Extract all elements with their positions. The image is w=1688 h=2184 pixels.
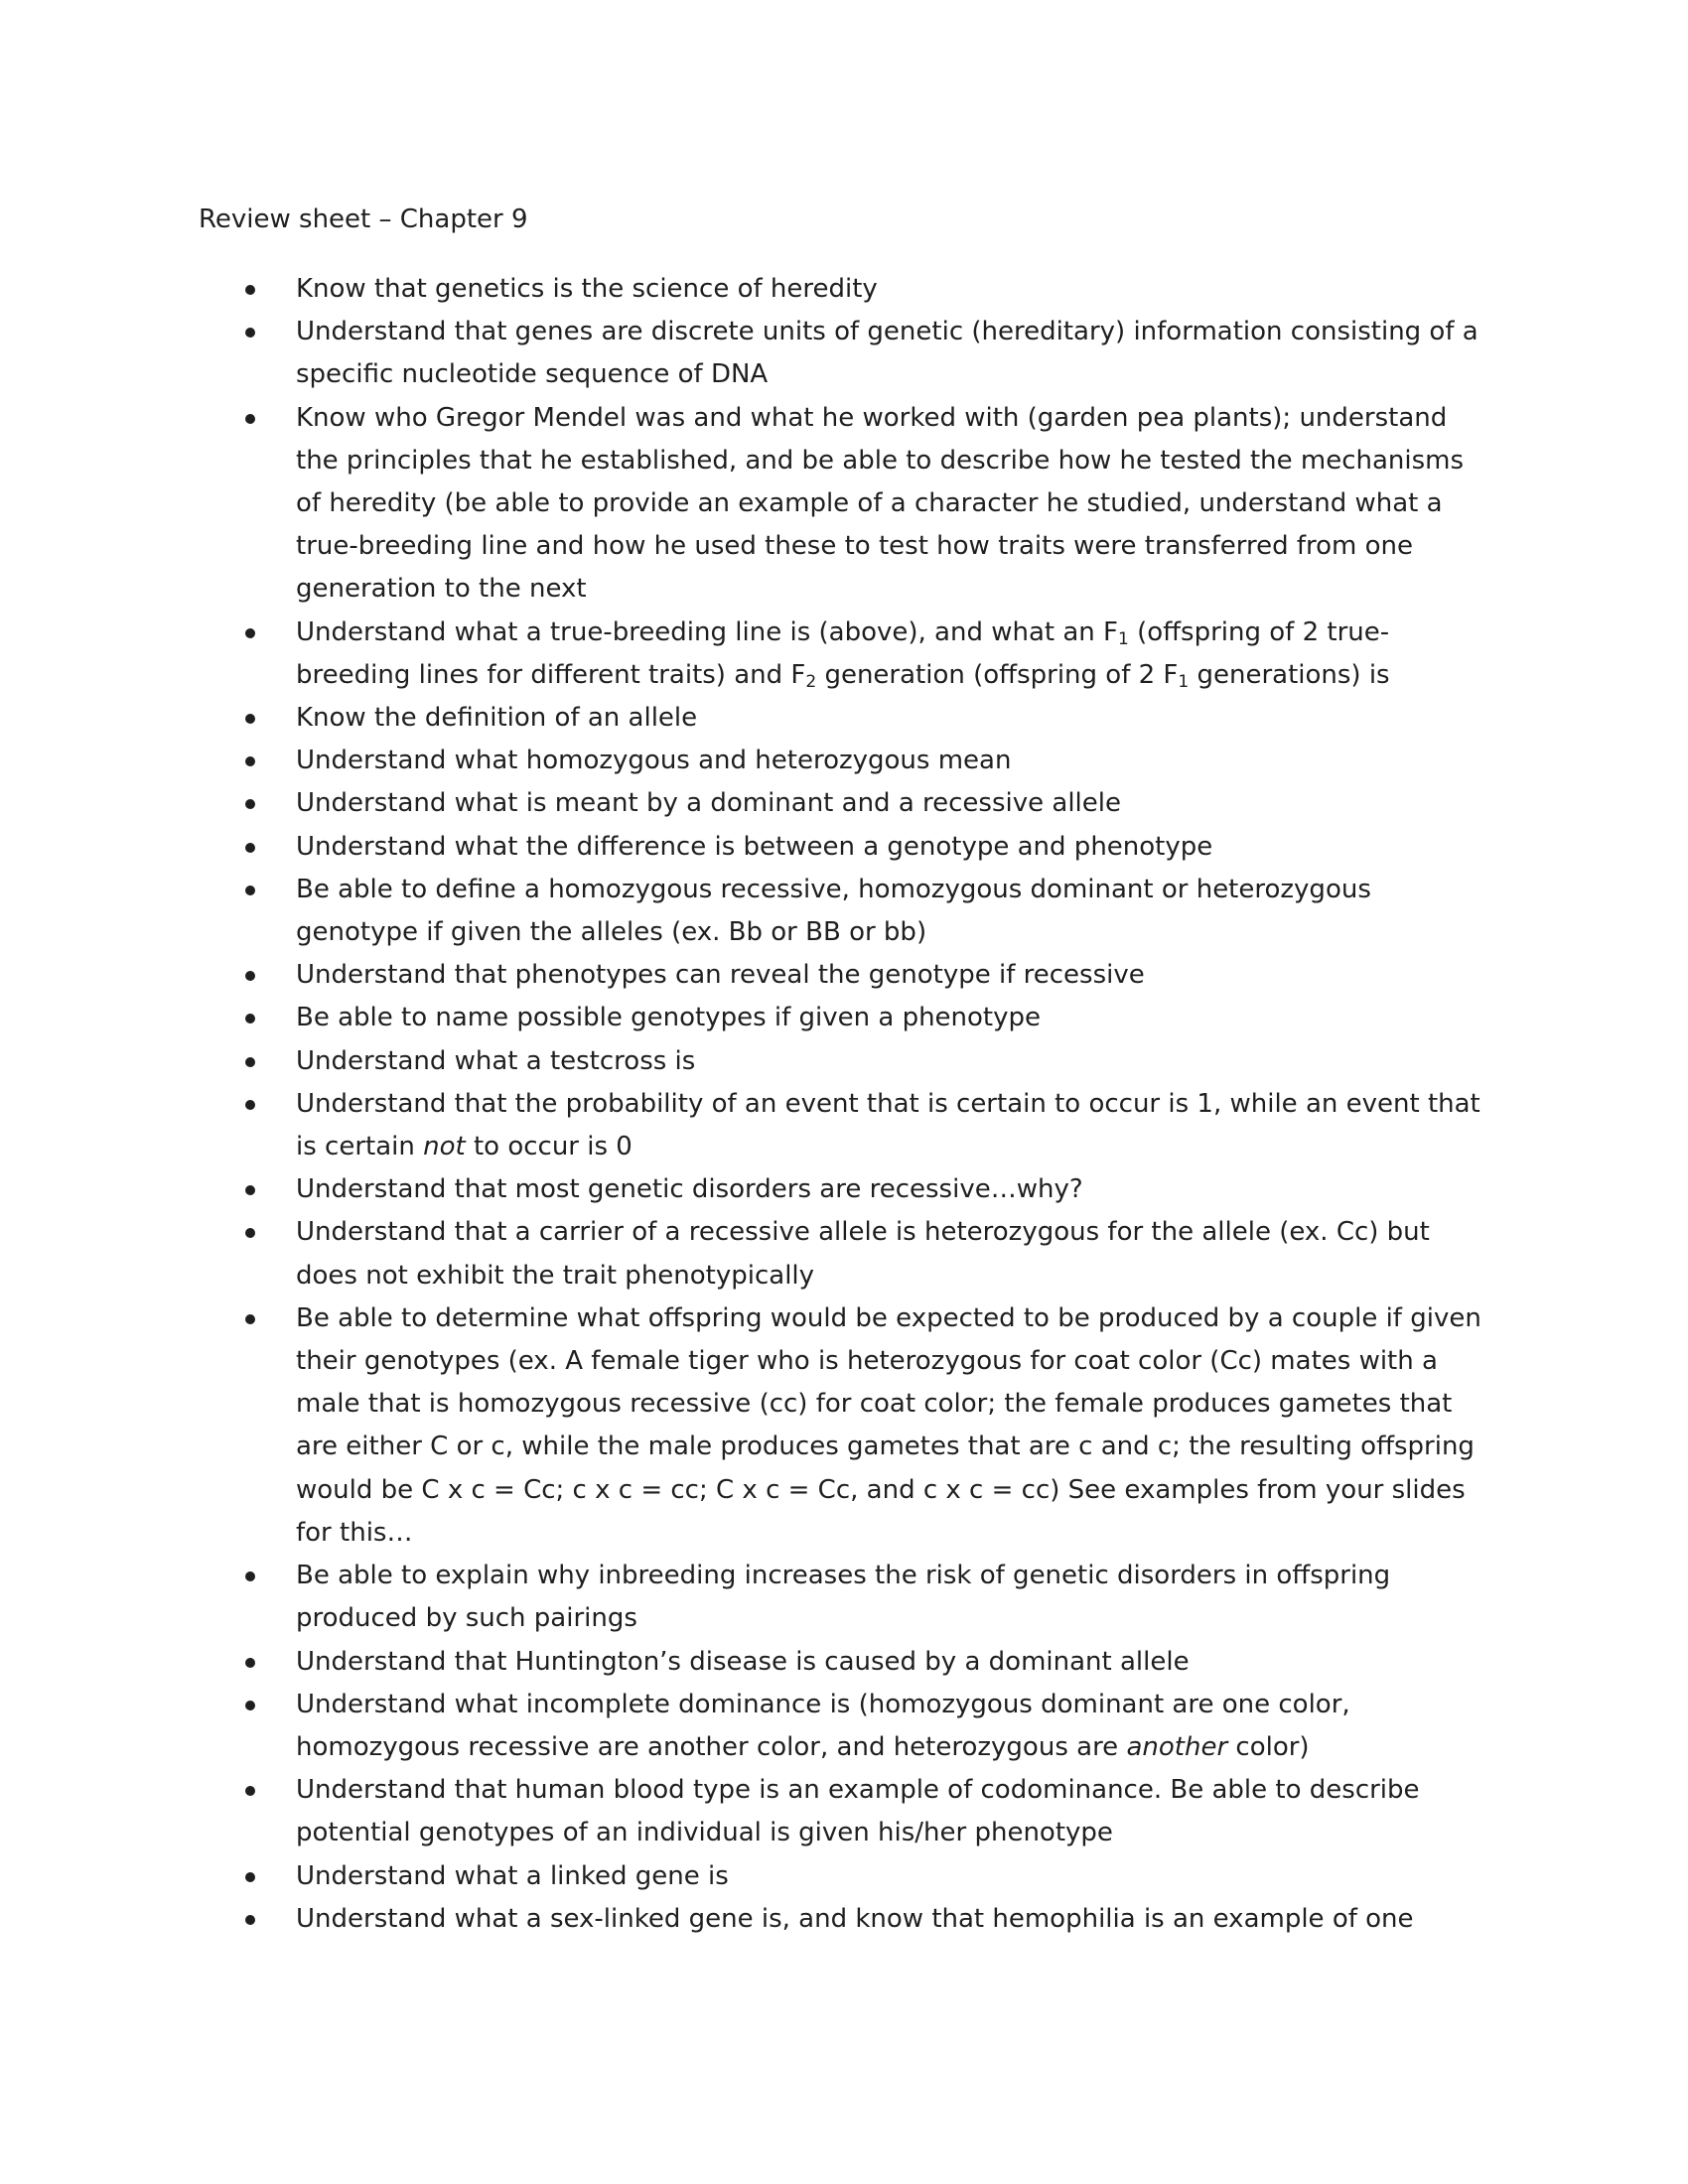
bullet-dot-icon <box>245 843 255 853</box>
text-segment: Understand what a sex-linked gene is, and know that hemophilia is an example of one <box>296 1903 1414 1934</box>
text-segment: Understand what a true-breeding line is (above), and what an F <box>296 616 1118 647</box>
list-item <box>245 1297 1496 1555</box>
list-item <box>245 1555 1496 1640</box>
list-item <box>245 1855 1496 1898</box>
text-segment: Understand what a linked gene is <box>296 1860 729 1891</box>
text-segment: Know who Gregor Mendel was and what he worked with (garden pea plants); understand the principles that he established, and be able to describe how he tested the mechanisms of heredity (be able to provide an example of a character he studied, understand what a true-breeding line and how he used these to test how traits were transferred from one generation to the next <box>296 402 1465 605</box>
list-item <box>245 954 1496 997</box>
text-segment: Understand what homozygous and heterozygous mean <box>296 746 1012 776</box>
bullet-dot-icon <box>245 628 255 638</box>
bullet-dot-icon <box>245 328 255 338</box>
list-item <box>245 697 1496 740</box>
bullet-dot-icon <box>245 799 255 809</box>
bullet-dot-icon <box>245 1014 255 1024</box>
subscript-text: 1 <box>1118 628 1129 649</box>
bullet-dot-icon <box>245 756 255 766</box>
text-segment: generations) is <box>1189 659 1390 690</box>
list-item-text <box>296 1690 1350 1762</box>
list-item-text <box>296 788 1121 818</box>
list-item-text <box>296 1904 1414 1934</box>
list-item-text <box>296 1561 1390 1633</box>
list-item <box>245 869 1496 954</box>
list-item <box>245 612 1496 697</box>
list-item <box>245 1898 1496 1941</box>
text-segment: Understand that the probability of an event that is certain to occur is 1, while an event that is certain <box>296 1088 1480 1162</box>
text-segment: Know that genetics is the science of heredity <box>296 274 878 304</box>
list-item <box>245 311 1496 396</box>
list-item-text <box>296 1174 1083 1204</box>
list-item-text <box>296 1861 729 1891</box>
list-item-text <box>296 960 1145 990</box>
text-segment: Understand that phenotypes can reveal the genotype if recessive <box>296 960 1145 991</box>
text-segment: to occur is 0 <box>465 1132 633 1162</box>
text-segment: Understand that genes are discrete units of genetic (hereditary) information consisting of a specific nucleotide sequence of DNA <box>296 317 1478 390</box>
bullet-dot-icon <box>245 1314 255 1324</box>
list-item-text <box>296 1089 1480 1161</box>
list-item-text <box>296 274 878 304</box>
list-item-text <box>296 832 1212 862</box>
subscript-text: 2 <box>805 671 817 692</box>
text-segment: Understand what incomplete dominance is (homozygous dominant are one color, homozygous recessive are another color, and heterozygous are <box>296 1689 1350 1762</box>
bullet-dot-icon <box>245 1057 255 1067</box>
text-segment: Be able to explain why inbreeding increases the risk of genetic disorders in offspring produced by such pairings <box>296 1561 1391 1634</box>
list-item-text <box>296 875 1371 947</box>
list-item <box>245 1168 1496 1211</box>
emphasis-text: not <box>423 1132 466 1162</box>
bullet-dot-icon <box>245 414 255 424</box>
bullet-dot-icon <box>245 1786 255 1796</box>
list-item <box>245 1083 1496 1168</box>
bullet-dot-icon <box>245 1100 255 1110</box>
list-item-text <box>296 1647 1190 1677</box>
list-item-text <box>296 703 697 733</box>
bullet-dot-icon <box>245 1701 255 1710</box>
list-item-text <box>296 317 1478 389</box>
list-item <box>245 1040 1496 1083</box>
review-bullet-list <box>245 268 1496 1941</box>
list-item <box>245 268 1496 311</box>
list-item <box>245 826 1496 869</box>
bullet-dot-icon <box>245 1228 255 1238</box>
list-item-text <box>296 1775 1420 1847</box>
list-item <box>245 740 1496 782</box>
bullet-dot-icon <box>245 1658 255 1668</box>
page-title: Review sheet – Chapter 9 <box>199 205 528 234</box>
list-item-text <box>296 403 1464 605</box>
text-segment: Understand what is meant by a dominant and a recessive allele <box>296 788 1121 819</box>
text-segment: Understand what a testcross is <box>296 1045 696 1076</box>
bullet-dot-icon <box>245 1915 255 1925</box>
bullet-dot-icon <box>245 1571 255 1581</box>
list-item-text <box>296 1303 1481 1548</box>
list-item <box>245 782 1496 825</box>
text-segment: Be able to name possible genotypes if given a phenotype <box>296 1003 1042 1033</box>
text-segment: (offspring of 2 true-breeding lines for different traits) and F <box>296 616 1390 690</box>
text-segment: color) <box>1227 1731 1310 1762</box>
text-segment: Understand that a carrier of a recessive allele is heterozygous for the allele (ex. Cc) but does not exhibit the trait phenotypically <box>296 1217 1430 1291</box>
bullet-dot-icon <box>245 714 255 724</box>
list-item <box>245 1641 1496 1684</box>
list-item <box>245 397 1496 612</box>
bullet-dot-icon <box>245 886 255 895</box>
text-segment: Know the definition of an allele <box>296 703 698 734</box>
list-item <box>245 1769 1496 1854</box>
bullet-dot-icon <box>245 1185 255 1195</box>
list-item-text <box>296 1217 1430 1290</box>
text-segment: Be able to determine what offspring would be expected to be produced by a couple if given their genotypes (ex. A female tiger who is heterozygous for coat color (Cc) mates with a male that is homozygous recessive (cc) for coat color; the female produces gametes that are either C or c, while the male produces gametes that are c and c; the resulting offspring would be C x c = Cc; c x c = cc; C x c = Cc, and c x c = cc) See examples from your slides for this… <box>296 1302 1481 1548</box>
subscript-text: 1 <box>1178 671 1190 692</box>
text-segment: generation (offspring of 2 F <box>816 659 1179 690</box>
text-segment: Understand that human blood type is an example of codominance. Be able to describe potential genotypes of an individual is given his/her phenotype <box>296 1775 1420 1848</box>
text-segment: Understand that Huntington’s disease is caused by a dominant allele <box>296 1646 1190 1677</box>
list-item-text <box>296 1046 695 1076</box>
list-item-text <box>296 1003 1041 1032</box>
list-item-text <box>296 746 1011 775</box>
text-segment: Be able to define a homozygous recessive, homozygous dominant or heterozygous genotype if given the alleles (ex. Bb or BB or bb) <box>296 874 1371 948</box>
text-segment: Understand that most genetic disorders are recessive…why? <box>296 1174 1083 1205</box>
list-item <box>245 997 1496 1039</box>
bullet-dot-icon <box>245 285 255 295</box>
bullet-dot-icon <box>245 1872 255 1882</box>
text-segment: Understand what the difference is between a genotype and phenotype <box>296 831 1213 862</box>
bullet-dot-icon <box>245 971 255 981</box>
emphasis-text: another <box>1126 1731 1228 1762</box>
list-item-text <box>296 617 1390 690</box>
list-item <box>245 1211 1496 1297</box>
list-item <box>245 1684 1496 1769</box>
